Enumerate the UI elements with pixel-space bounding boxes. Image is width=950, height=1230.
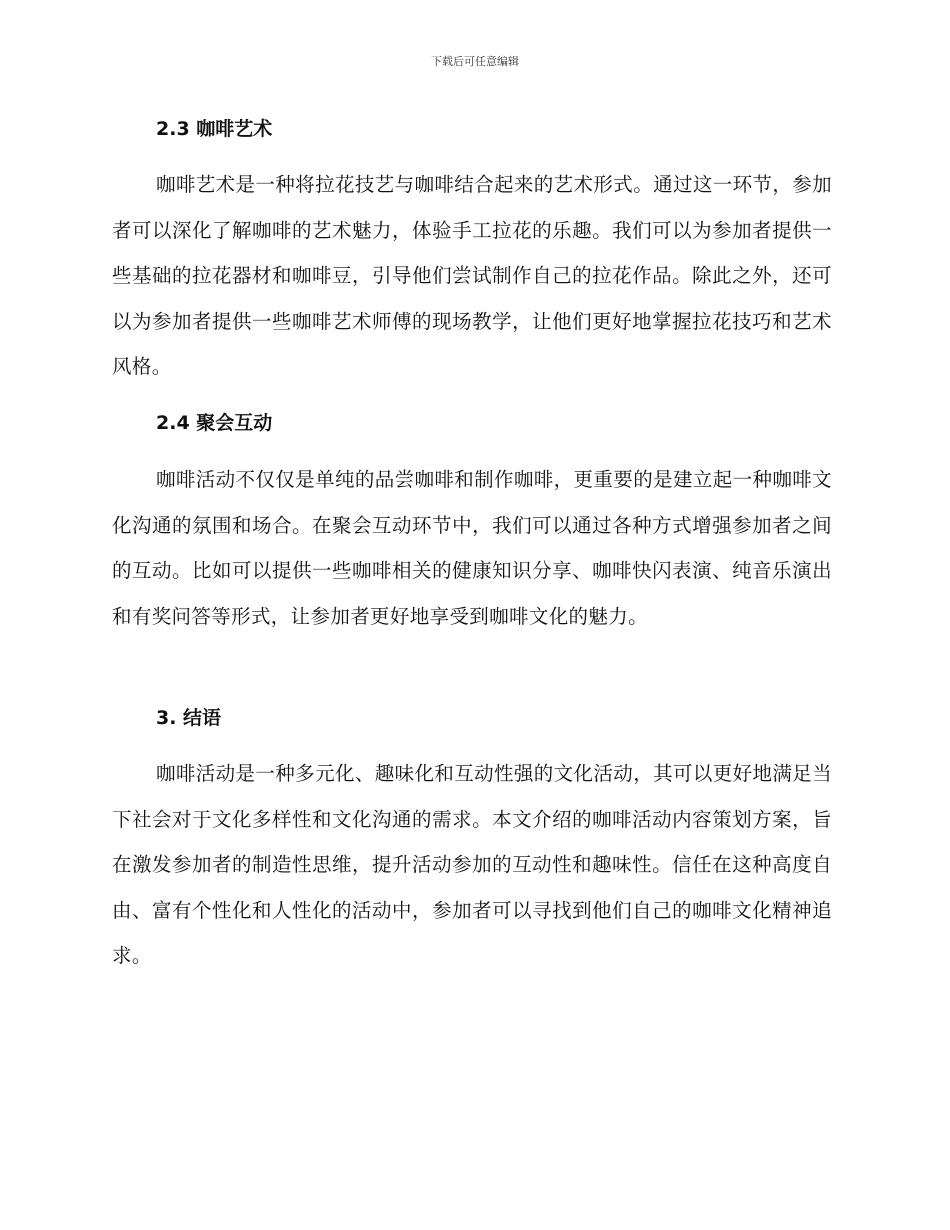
paragraph-party-interaction: 咖啡活动不仅仅是单纯的品尝咖啡和制作咖啡，更重要的是建立起一种咖啡文化沟通的氛围和场合。在聚会互动环节中，我们可以通过各种方式增强参加者之间的互动。比如可以提供一些咖啡相关的健康知识分享、咖啡快闪表演、纯音乐演出和有奖问答等形式，让参加者更好地享受到咖啡文化的魅力。 bbox=[112, 468, 832, 628]
paragraph-conclusion: 咖啡活动是一种多元化、趣味化和互动性强的文化活动，其可以更好地满足当下社会对于文化多样性和文化沟通的需求。本文介绍的咖啡活动内容策划方案，旨在激发参加者的制造性思维，提升活动参加的互动性和趣味性。信任在这种高度自由、富有个性化和人性化的活动中，参加者可以寻找到他们自己的咖啡文化精神追求。 bbox=[112, 762, 832, 967]
section-heading-coffee-art: 2.3 咖啡艺术 bbox=[156, 118, 273, 140]
section-heading-party-interaction: 2.4 聚会互动 bbox=[156, 412, 273, 434]
paragraph-coffee-art: 咖啡艺术是一种将拉花技艺与咖啡结合起来的艺术形式。通过这一环节，参加者可以深化了解咖啡的艺术魅力，体验手工拉花的乐趣。我们可以为参加者提供一些基础的拉花器材和咖啡豆，引导他们尝试制作自己的拉花作品。除此之外，还可以为参加者提供一些咖啡艺术师傅的现场教学，让他们更好地掌握拉花技巧和艺术风格。 bbox=[112, 173, 832, 378]
section-heading-conclusion: 3. 结语 bbox=[156, 707, 222, 729]
page-header-note: 下载后可任意编辑 bbox=[431, 55, 519, 68]
